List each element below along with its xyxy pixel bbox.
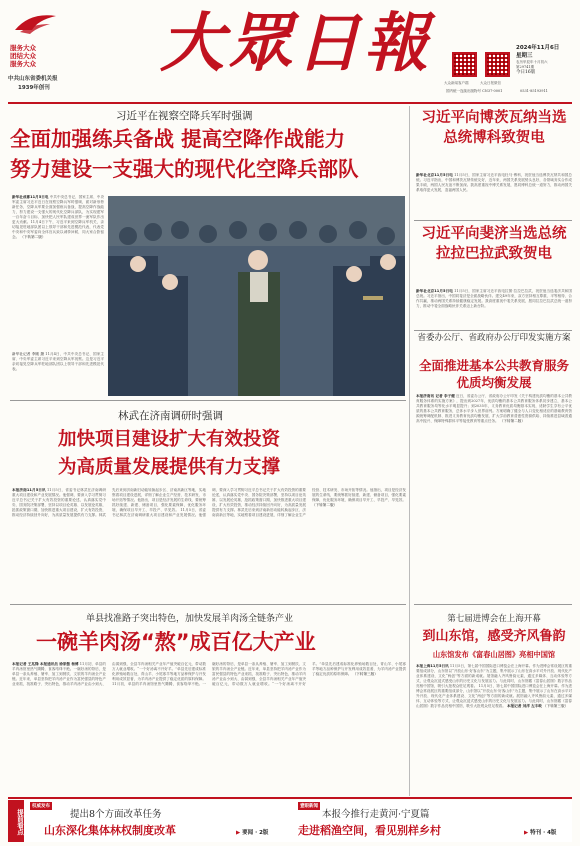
third-kicker: 单县找准路子突出特色，加快发展羊肉汤全链条产业: [86, 614, 294, 624]
footer-item-1[interactable]: [30, 800, 290, 842]
footer-line-2a: 本报今推行走黄河·宁夏篇: [322, 809, 430, 820]
footer-item-2[interactable]: [298, 800, 572, 842]
footer-tag-1: 权威发布: [32, 804, 50, 809]
third-body: 本报记者 王兆锋 本报通讯员 徐家傲 杨博 11月初，单县的羊肉汤馆里热气腾腾，食客络绎不绝。一碗好汤的背后，是单县一条从养殖、屠宰、加工到餐饮、文旅的羊肉汤全产业链。近年来，单县坚持把羊肉汤产业作为富民强县的特色产业来抓，找准路子、突出特色，推动羊肉汤产业由小到大、由弱到强，全县羊肉汤相关产业年产值突破百亿元，带动数万人就业增收。“一个好汤离不开好羊。”单县先后建成标准化养殖场数百处，青山羊、小尾寒羊等地方品种保护与开发利用成效显著，为羊肉汤产业提供了稳定优质的原料保障。 11月初，单县的羊肉汤馆里热气腾腾，食客络绎不绝。一碗好汤的背后，是单县一条从养殖、屠宰、加工到餐饮、文旅的羊肉汤全产业链。近年来，单县坚持把羊肉汤产业作为富民强县的特色产业来抓，找准路子、突出特色，推动羊肉汤产业由小到大、由弱到强，全县羊肉汤相关产业年产值突破百亿元，带动数万人就业增收。“一个好汤离不开好羊。”单县先后建成标准化养殖场数百处，青山羊、小尾寒羊等地方品种保护与开发利用成效显著，为羊肉汤产业提供了稳定优质的原料保障。 （下转第三版）: [12, 662, 406, 686]
divider-rt-3: [414, 604, 572, 605]
app-qr-icon: [452, 52, 477, 77]
qr-label-2: 大众日报微信: [480, 81, 501, 85]
divider-lead: [10, 400, 406, 401]
masthead-title: 大眾日報: [160, 6, 432, 81]
footer-line-2b: 走进稻渔空间，看见别样乡村: [298, 824, 441, 837]
story2-body: 新华社北京11月5日电 11月5日，国家主席习近平致电拉图·拉拉巴拉武，祝贺他当选斐济共和国总统。习近平指出，中国同斐济是全面战略伙伴。建交49年来，双方坚持相互尊重、平等相待、合作共赢，推动两国关系持续健康稳定发展。我高度重视中斐关系发展，愿同拉拉巴拉武总统一道努力，推动中斐全面战略伙伴关系迈上新台阶。: [416, 289, 572, 308]
qr-label-1: 大众新闻客户端: [444, 81, 469, 85]
story1-headline: 习近平向博茨瓦纳当选总统博科致贺电: [421, 110, 567, 146]
rb-byline: 本报上海11月5日讯: [416, 664, 449, 668]
second-byline: 本报济南11月5日讯: [12, 488, 46, 492]
footer-page-2: ▶ 特刊 · 4版: [524, 830, 557, 836]
footer-tag-2: 壹眼新闻: [300, 804, 318, 809]
lead-body: 新华社成都11月5日电 中共中央总书记、国家主席、中央军委主席习近平近日在视察空降兵军时强调，面对新形势新任务，空降兵军要全面加强练兵备战，提高空降作战能力，努力建设一支强大的现代化空降兵部队，为实现建军一百年奋斗目标、加快把人民军队建成世界一流军队作出更大贡献。11月4日下午，习近平来到空降兵军机关，亲切接见驻地部队团以上领导干部和先进模范代表，代表党中央和中央军委向全体官兵致以诚挚问候，同大家合影留念。 （下转第二版）: [12, 195, 104, 239]
lead-headline-1: 全面加强练兵备战 提高空降作战能力: [10, 127, 346, 151]
slogan-1: 服务大众: [10, 44, 36, 52]
story1-dateline: 新华社北京11月5日电: [416, 173, 453, 177]
rb-headline: 到山东馆，感受齐风鲁韵: [422, 629, 566, 644]
column-divider: [409, 106, 410, 796]
story2-headline: 习近平向斐济当选总统拉拉巴拉武致贺电: [421, 226, 567, 262]
third-byline: 本报记者 王兆锋 本报通讯员 徐家傲 杨博: [12, 662, 79, 666]
swallow-logo-icon: [10, 10, 60, 36]
rb-subheadline: 山东馆发布《富春山居图》亮相中国馆: [432, 650, 556, 659]
footer-line-1b: 山东深化集体林权制度改革: [44, 824, 176, 837]
second-kicker: 林武在济南调研时强调: [118, 410, 223, 422]
rb-kicker: 第七届进博会在上海开幕: [447, 614, 541, 624]
photo-credit: 新华社记者 李刚 摄: [12, 352, 45, 356]
newspaper-logo: [10, 10, 60, 36]
org-name: 中共山东省委机关报: [8, 76, 58, 82]
page-count: 今日16版: [516, 70, 536, 75]
divider-rt-1: [414, 220, 572, 221]
second-headline-2: 为高质量发展提供有力支撑: [58, 457, 281, 478]
story3-kicker: 省委办公厅、省政府办公厅印发实施方案: [417, 333, 571, 343]
divider-second: [10, 604, 406, 605]
story3-byline: 本报济南讯 记者 李子健: [416, 394, 455, 398]
footer-banner: [8, 800, 572, 842]
masthead-rule: [8, 102, 572, 104]
arrow-icon: ▶: [524, 830, 529, 836]
story1-body: 新华社北京11月5日电 11月5日，国家主席习近平致电杜马·博科，祝贺他当选博茨瓦纳共和国总统。习近平指出，中国和博茨瓦纳传统友好，近年来，两国关系发展势头良好，各领域务实合作成果丰硕，两国人民友谊不断加深。我高度重视中博关系发展，愿同博科总统一道努力，推动两国关系取得更大发展，造福两国人民。: [416, 173, 572, 192]
footer-line-1a: 提出8个方面改革任务: [70, 809, 162, 820]
caption-text: 11月4日，中共中央总书记、国家主席、中央军委主席习近平来到空降兵军视察。这是习近平亲切接见空降兵军驻地部队团以上领导干部和先进模范代表。: [12, 352, 104, 371]
slogan-3: 服务大众: [10, 60, 36, 68]
wechat-qr-icon: [485, 52, 510, 77]
publication-code: 国内统一连续出版物号 CN37-0001: [446, 89, 503, 93]
issue-weekday: 星期三: [516, 53, 533, 59]
second-body: 本报济南11月5日讯 11月5日，省委书记林武在济南调研重大项目建设和产业发展情况。他强调，要深入学习贯彻习近平总书记关于扩大有效投资的重要论述，认真落实党中央、国务院决策部署，坚持以项目论英雄、以发展论英雄，抢抓政策窗口期，加快推进重大项目建设，扩大有效投资，推动经济持续回升向好，为高质量发展提供有力支撑。林武先后来到济南新旧动能转换起步区、济南高新区等地，实地察看项目建设进展，详细了解企业生产经营、技术研发、市场开拓等情况。他指出，项目是经济发展的生命线，要统筹抓好续建、新建、储备项目，强化要素保障，优化服务环境，确保项目早开工、早投产、早见效。 11月5日，省委书记林武在济南调研重大项目建设和产业发展情况。他强调，要深入学习贯彻习近平总书记关于扩大有效投资的重要论述，认真落实党中央、国务院决策部署，坚持以项目论英雄、以发展论英雄，抢抓政策窗口期，加快推进重大项目建设，扩大有效投资，推动经济持续回升向好，为高质量发展提供有力支撑。林武先后来到济南新旧动能转换起步区、济南高新区等地，实地察看项目建设进展，详细了解企业生产经营、技术研发、市场开拓等情况。他指出，项目是经济发展的生命线，要统筹抓好续建、新建、储备项目，强化要素保障，优化服务环境，确保项目早开工、早投产、早见效。 （下转第二版）: [12, 488, 406, 517]
founded-year: 1939年创刊: [18, 85, 50, 91]
lunar-date: 农历甲辰年十月初六: [516, 60, 548, 64]
issue-date: 2024年11月6日: [516, 45, 560, 51]
slogan-2: 团结大众: [10, 52, 36, 60]
lead-photo-caption: [12, 352, 104, 396]
rb-body: 本报上海11月5日讯 11月5日，第七届中国国际进口博览会在上海开幕。作为进博会常设展区的重要组成部分，山东馆以“开放山东·好客山东”为主题，集中展示了山东在高水平对外开放、现代化产业体系建设、文化“两创”等方面的新成就。展馆融入齐风鲁韵元素，通过多媒体、互动体验等方式，让观众沉浸式感受山东的历史文化与发展活力。与此同时，山东馆藏《富春山居图》数字作品亮相中国馆，吸引大批观众驻足观看。 11月5日，第七届中国国际进口博览会在上海开幕。作为进博会常设展区的重要组成部分，山东馆以“开放山东·好客山东”为主题，集中展示了山东在高水平对外开放、现代化产业体系建设、文化“两创”等方面的新成就。展馆融入齐风鲁韵元素，通过多媒体、互动体验等方式，让观众沉浸式感受山东的历史文化与发展活力。与此同时，山东馆藏《富春山居图》数字作品亮相中国馆，吸引大批观众驻足观看。 本报记者 刘洋 左丰岐 （下转第三版）: [416, 664, 572, 708]
masthead: [0, 0, 580, 102]
footer-rule: [8, 797, 572, 799]
story2-dateline: 新华社北京11月5日电: [416, 289, 453, 293]
second-headline-1: 加快项目建设扩大有效投资: [58, 429, 281, 450]
story3-headline: 全面推进基本公共教育服务优质均衡发展: [418, 358, 569, 390]
divider-rt-2: [414, 330, 572, 331]
arrow-icon: ▶: [236, 830, 241, 836]
hotline: 0531-85193911: [520, 89, 548, 93]
lead-kicker: 习近平在视察空降兵军时强调: [116, 110, 253, 122]
lead-dateline: 新华社成都11月5日电: [12, 195, 49, 199]
lead-photo: [108, 196, 405, 396]
footer-label: 提前看点: [8, 800, 24, 842]
third-headline: 一碗羊肉汤“熬”成百亿大产业: [36, 630, 316, 654]
footer-page-1: ▶ 要闻 · 2版: [236, 830, 269, 836]
lead-headline-2: 努力建设一支强大的现代化空降兵部队: [10, 157, 359, 181]
issue-number: 第29741期: [516, 65, 535, 69]
story3-body: 本报济南讯 记者 李子健 近日，省委办公厅、省政府办公厅印发《关于构建优质均衡的基本公共教育服务体系的实施方案》，提出到2027年，优质均衡的基本公共教育服务体系初步建立，基本公共教育服务均等化水平明显提升；到2035年，义务教育优质均衡基本实现，适龄学生享有公平优质的基本公共教育服务，总体水平步入世界前列。方案明确了健全与人口变化相适应的基础教育资源统筹调配机制、推进义务教育优质均衡发展、扩大学前教育普惠性资源供给、持续推进县域普通高中振兴、保障特殊群体平等接受教育等重点任务。 （下转第二版）: [416, 394, 572, 423]
photo-graphic: [108, 196, 405, 396]
